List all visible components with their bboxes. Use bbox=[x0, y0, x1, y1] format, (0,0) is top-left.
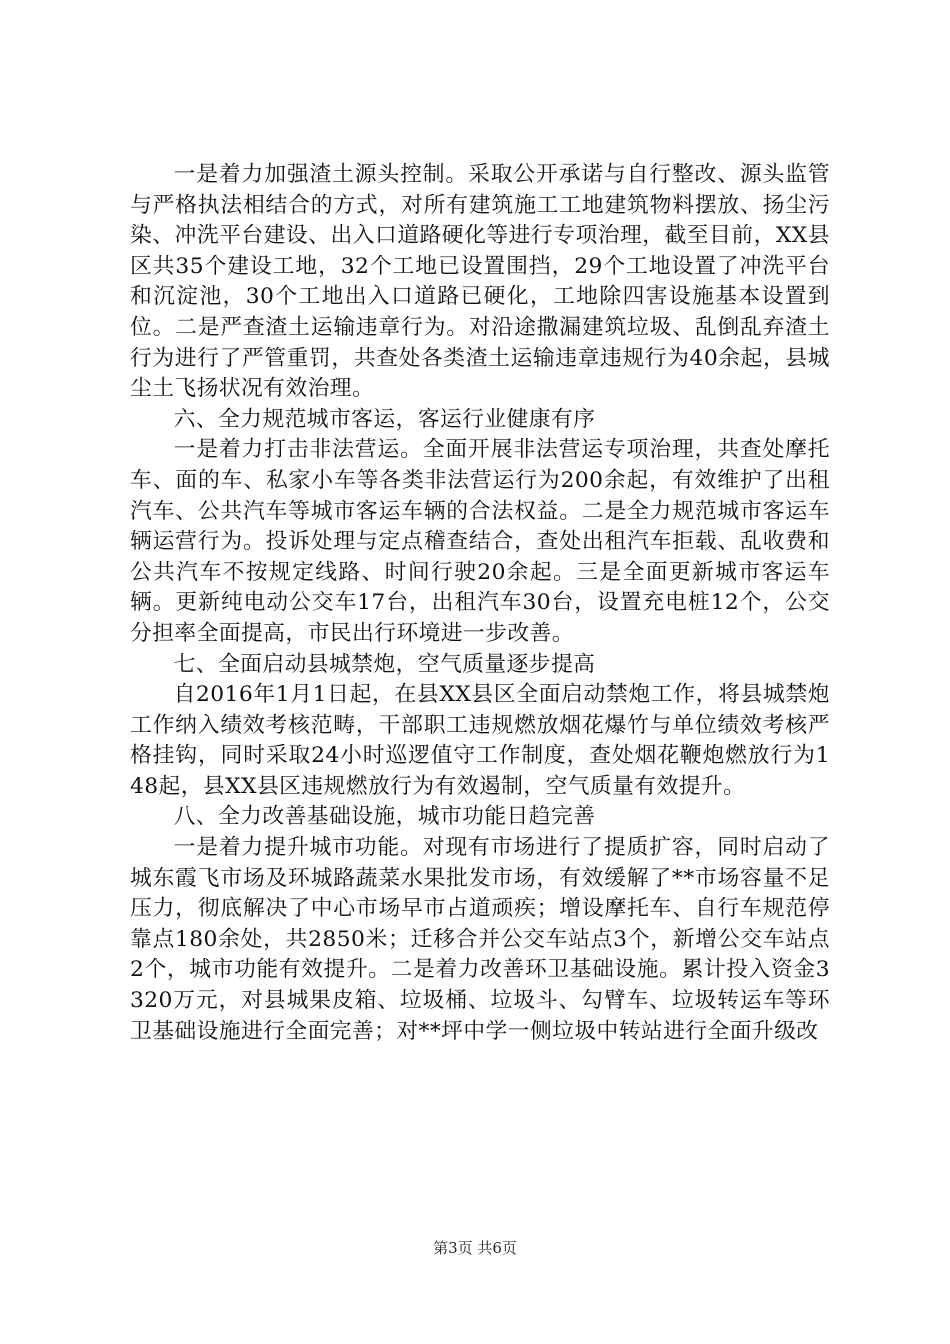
section-heading-infrastructure: 八、全力改善基础设施，城市功能日趋完善 bbox=[173, 804, 596, 830]
page-number-footer: 第3页 共6页 bbox=[433, 1239, 517, 1257]
paragraph-firecracker-ban: 自2016年1月1日起，在县XX县区全面启动禁炮工作，将县城禁炮工作纳入绩效考核范畴，干部职工违规燃放烟花爆竹与单位绩效考核严格挂钩，同时采取24小时巡逻值守工作制度，查处烟花鞭炮燃放行为148起，县XX县区违规燃放行为有效遏制，空气质量有效提升。 bbox=[130, 682, 830, 799]
paragraph-passenger-transport: 一是着力打击非法营运。全面开展非法营运专项治理，共查处摩托车、面的车、私家小车等各类非法营运行为200余起，有效维护了出租汽车、公共汽车等城市客运车辆的合法权益。二是全力规范城市客运车辆运营行为。投诉处理与定点稽查结合，查处出租汽车拒载、乱收费和公共汽车不按规定线路、时间行驶20余起。三是全面更新城市客运车辆。更新纯电动公交车17台，出租汽车30台，设置充电桩12个，公交分担率全面提高，市民出行环境进一步改善。 bbox=[130, 437, 830, 646]
paragraph-dregs-control: 一是着力加强渣土源头控制。采取公开承诺与自行整改、源头监管与严格执法相结合的方式，对所有建筑施工工地建筑物料摆放、扬尘污染、冲洗平台建设、出入口道路硬化等进行专项治理，截至目前，XX县区共35个建设工地，32个工地已设置围挡，29个工地设置了冲洗平台和沉淀池，30个工地出入口道路已硬化，工地除四害设施基本设置到位。二是严查渣土运输违章行为。对沿途撒漏建筑垃圾、乱倒乱弃渣土行为进行了严管重罚，共查处各类渣土运输违章违规行为40余起，县城尘土飞扬状况有效治理。 bbox=[130, 162, 830, 402]
document-body bbox=[130, 160, 830, 1047]
section-heading-firecracker-ban: 七、全面启动县城禁炮，空气质量逐步提高 bbox=[173, 651, 596, 677]
paragraph-infrastructure: 一是着力提升城市功能。对现有市场进行了提质扩容，同时启动了城东霞飞市场及环城路蔬菜水果批发市场，有效缓解了**市场容量不足压力，彻底解决了中心市场早市占道顽疾；增设摩托车、自行车规范停靠点180余处，共2850米；迁移合并公交车站点3个，新增公交车站点2个，城市功能有效提升。二是着力改善环卫基础设施。累计投入资金3320万元，对县城果皮箱、垃圾桶、垃圾斗、勾臂车、垃圾转运车等环卫基础设施进行全面完善；对**坪中学一侧垃圾中转站进行全面升级改 bbox=[130, 835, 830, 1044]
section-heading-passenger-transport: 六、全力规范城市客运，客运行业健康有序 bbox=[173, 406, 596, 432]
